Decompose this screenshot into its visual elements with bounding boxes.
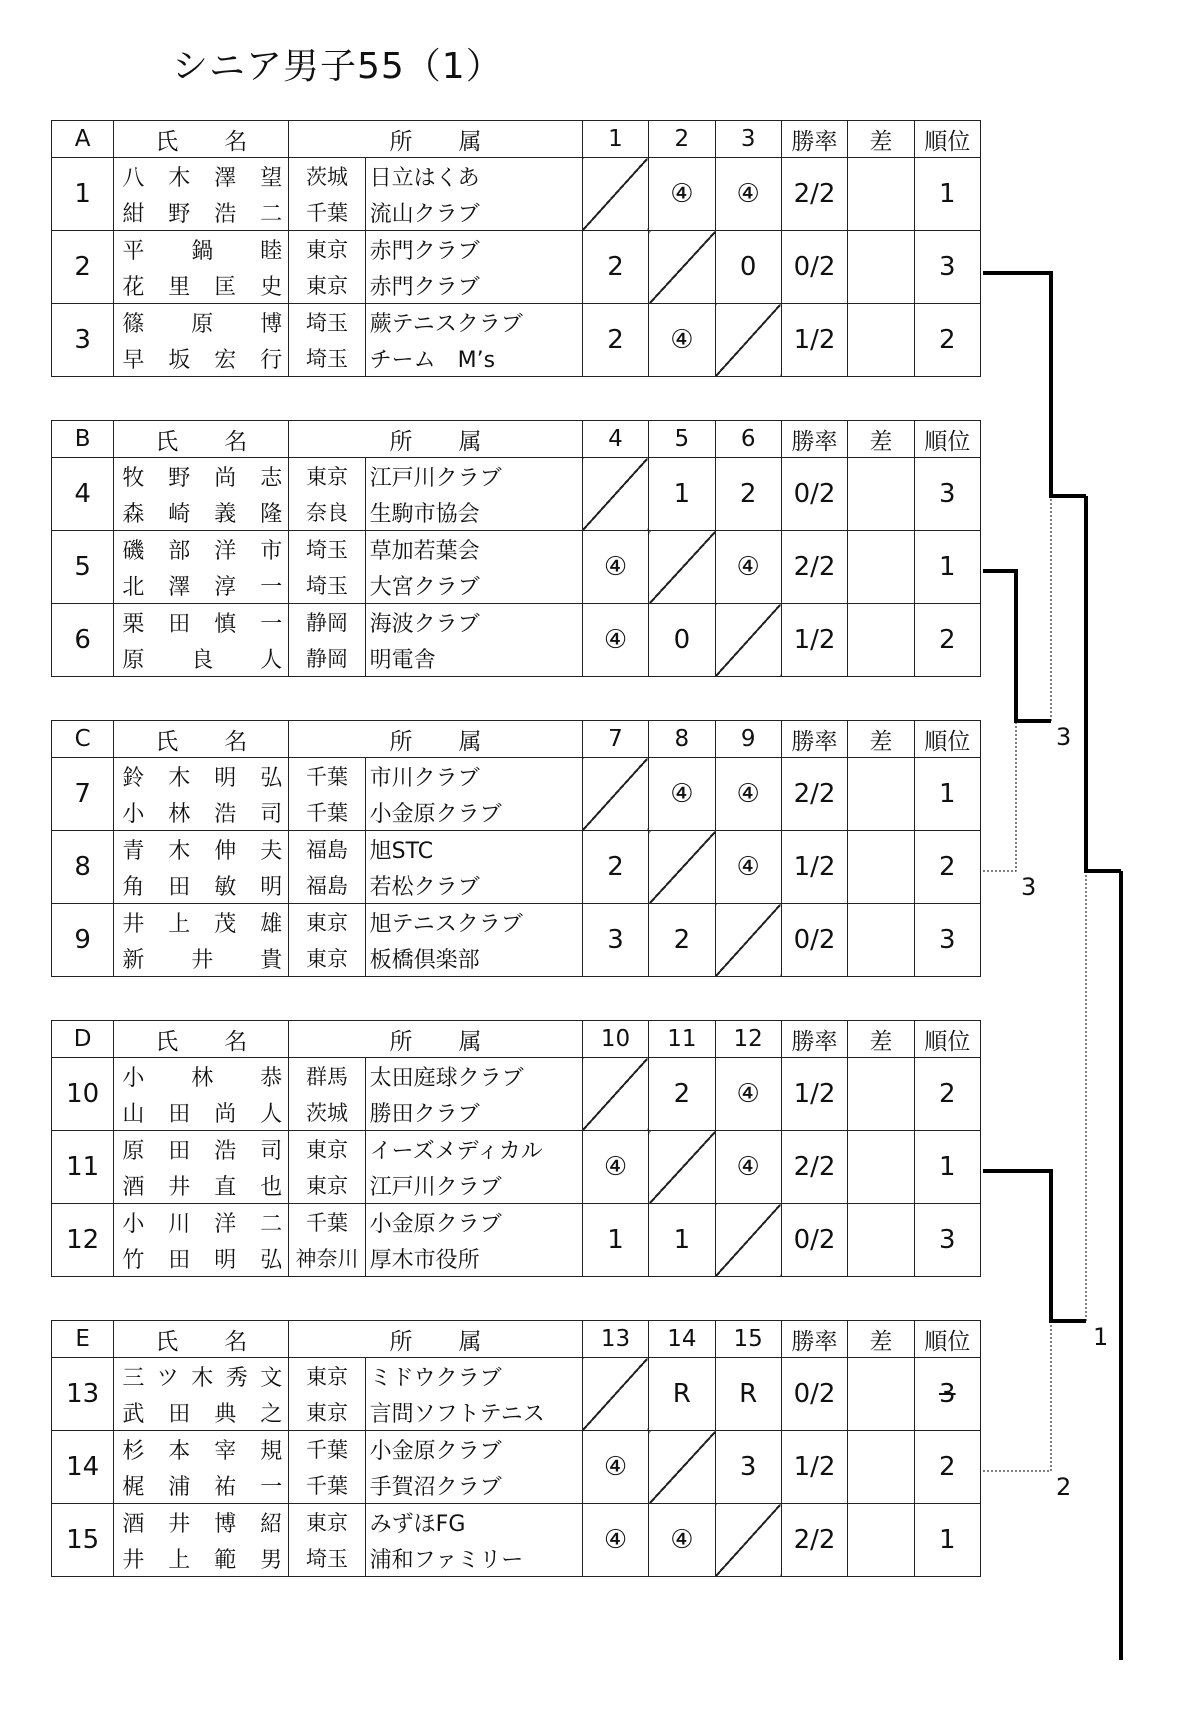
win-rate: 2/2 <box>781 158 847 231</box>
player-name: 平鍋睦 <box>114 231 289 268</box>
player-name: 栗田慎一 <box>114 604 289 641</box>
player-club: 明電舎 <box>365 640 582 677</box>
player-number: 2 <box>52 231 114 304</box>
self-match-cell <box>715 904 781 977</box>
header-diff: 差 <box>848 721 914 758</box>
self-match-cell <box>649 831 715 904</box>
player-name: 梶浦祐一 <box>114 1467 289 1504</box>
player-prefecture: 東京 <box>289 1358 365 1395</box>
match-score: 1 <box>582 1204 648 1277</box>
table-row <box>52 458 981 495</box>
rank-value: 1 <box>914 158 980 231</box>
bracket-line-b <box>983 571 1051 721</box>
header-col: 14 <box>649 1321 715 1358</box>
player-prefecture: 福島 <box>289 867 365 904</box>
header-win-rate: 勝率 <box>781 1021 847 1058</box>
header-rank: 順位 <box>914 721 980 758</box>
header-win-rate: 勝率 <box>781 721 847 758</box>
self-match-cell <box>582 158 648 231</box>
player-club: 赤門クラブ <box>365 231 582 268</box>
player-number: 5 <box>52 531 114 604</box>
player-name: 篠原博 <box>114 304 289 341</box>
table-row <box>52 1131 981 1168</box>
win-rate: 1/2 <box>781 1058 847 1131</box>
group-letter: A <box>52 121 114 158</box>
header-col: 11 <box>649 1021 715 1058</box>
player-number: 10 <box>52 1058 114 1131</box>
rank-value: 2 <box>914 604 980 677</box>
bracket-line-ab <box>1086 496 1121 871</box>
match-score: 2 <box>649 904 715 977</box>
player-club: 江戸川クラブ <box>365 458 582 495</box>
match-score: ④ <box>649 304 715 377</box>
group-table <box>51 420 981 677</box>
rank-value: 1 <box>914 1504 980 1577</box>
player-name: 鈴木明弘 <box>114 758 289 795</box>
diff-value <box>848 604 914 677</box>
match-score: 2 <box>715 458 781 531</box>
player-name: 原良人 <box>114 640 289 677</box>
group-table <box>51 720 981 977</box>
player-prefecture: 東京 <box>289 904 365 941</box>
player-club: ミドウクラブ <box>365 1358 582 1395</box>
player-club: 旭テニスクラブ <box>365 904 582 941</box>
player-name: 杉本宰規 <box>114 1431 289 1468</box>
player-number: 9 <box>52 904 114 977</box>
match-score: ④ <box>582 1431 648 1504</box>
player-prefecture: 静岡 <box>289 604 365 641</box>
self-match-cell <box>582 758 648 831</box>
match-score: ④ <box>715 758 781 831</box>
diff-value <box>848 904 914 977</box>
player-prefecture: 群馬 <box>289 1058 365 1095</box>
match-score: 3 <box>715 1431 781 1504</box>
win-rate: 0/2 <box>781 231 847 304</box>
rank-value: 3 <box>914 904 980 977</box>
rank-value: 3 <box>914 1204 980 1277</box>
group-letter: B <box>52 421 114 458</box>
header-name: 氏 名 <box>114 421 289 458</box>
rank-value: 1 <box>914 531 980 604</box>
match-score: 2 <box>582 831 648 904</box>
player-club: 大宮クラブ <box>365 567 582 604</box>
header-affiliation: 所 属 <box>289 121 583 158</box>
diff-value <box>848 231 914 304</box>
header-win-rate: 勝率 <box>781 121 847 158</box>
match-score: ④ <box>715 831 781 904</box>
player-number: 8 <box>52 831 114 904</box>
player-club: 海波クラブ <box>365 604 582 641</box>
header-diff: 差 <box>848 421 914 458</box>
rank-value: 2 <box>914 1431 980 1504</box>
player-club: 草加若葉会 <box>365 531 582 568</box>
header-col: 5 <box>649 421 715 458</box>
match-score: 2 <box>649 1058 715 1131</box>
player-prefecture: 茨城 <box>289 158 365 195</box>
diff-value <box>848 531 914 604</box>
player-prefecture: 東京 <box>289 231 365 268</box>
diff-value <box>848 758 914 831</box>
player-club: 板橋倶楽部 <box>365 940 582 977</box>
player-club: 旭STC <box>365 831 582 868</box>
player-number: 1 <box>52 158 114 231</box>
header-col: 15 <box>715 1321 781 1358</box>
player-name: 山田尚人 <box>114 1094 289 1131</box>
header-col: 13 <box>582 1321 648 1358</box>
match-score: ④ <box>649 758 715 831</box>
diff-value <box>848 158 914 231</box>
player-number: 4 <box>52 458 114 531</box>
win-rate: 0/2 <box>781 458 847 531</box>
header-rank: 順位 <box>914 1321 980 1358</box>
match-score: ④ <box>582 1131 648 1204</box>
player-name: 八木澤望 <box>114 158 289 195</box>
self-match-cell <box>649 531 715 604</box>
player-name: 武田典之 <box>114 1394 289 1431</box>
header-affiliation: 所 属 <box>289 421 583 458</box>
player-prefecture: 千葉 <box>289 1204 365 1241</box>
match-score: ④ <box>715 158 781 231</box>
header-diff: 差 <box>848 121 914 158</box>
self-match-cell <box>649 1431 715 1504</box>
table-row <box>52 1358 981 1395</box>
group-table <box>51 1020 981 1277</box>
rank-value: 1 <box>914 1131 980 1204</box>
player-prefecture: 茨城 <box>289 1094 365 1131</box>
table-row <box>52 1504 981 1541</box>
player-club: 手賀沼クラブ <box>365 1467 582 1504</box>
rank-value: 2 <box>914 304 980 377</box>
group-table <box>51 1320 981 1577</box>
player-name: 小林恭 <box>114 1058 289 1095</box>
bracket-score: 3 <box>1021 873 1037 901</box>
player-club: 蕨テニスクラブ <box>365 304 582 341</box>
header-col: 7 <box>582 721 648 758</box>
player-name: 小川洋二 <box>114 1204 289 1241</box>
player-name: 三ツ木秀文 <box>114 1358 289 1395</box>
diff-value <box>848 1204 914 1277</box>
header-name: 氏 名 <box>114 721 289 758</box>
win-rate: 1/2 <box>781 1431 847 1504</box>
player-club: 赤門クラブ <box>365 267 582 304</box>
match-score: 0 <box>649 604 715 677</box>
bracket-score: 3 <box>1056 723 1072 751</box>
diff-value <box>848 1358 914 1431</box>
player-prefecture: 埼玉 <box>289 567 365 604</box>
bracket-line-a <box>983 273 1086 496</box>
self-match-cell <box>582 1358 648 1431</box>
self-match-cell <box>715 1204 781 1277</box>
win-rate: 0/2 <box>781 1358 847 1431</box>
table-row <box>52 758 981 795</box>
self-match-cell <box>582 1058 648 1131</box>
diff-value <box>848 1431 914 1504</box>
rank-value: 3 <box>914 458 980 531</box>
player-name: 磯部洋市 <box>114 531 289 568</box>
header-rank: 順位 <box>914 421 980 458</box>
player-prefecture: 埼玉 <box>289 340 365 377</box>
diff-value <box>848 458 914 531</box>
match-score: 1 <box>649 1204 715 1277</box>
group-table <box>51 120 981 377</box>
player-prefecture: 埼玉 <box>289 531 365 568</box>
player-club: 言問ソフトテニス <box>365 1394 582 1431</box>
header-affiliation: 所 属 <box>289 721 583 758</box>
table-row <box>52 1431 981 1468</box>
header-affiliation: 所 属 <box>289 1321 583 1358</box>
diff-value <box>848 831 914 904</box>
rank-value: 1 <box>914 758 980 831</box>
bracket-line-c-dotted <box>983 721 1016 871</box>
match-score: ④ <box>715 1131 781 1204</box>
player-prefecture: 千葉 <box>289 758 365 795</box>
win-rate: 2/2 <box>781 531 847 604</box>
diff-value <box>848 1131 914 1204</box>
player-prefecture: 静岡 <box>289 640 365 677</box>
player-number: 13 <box>52 1358 114 1431</box>
header-diff: 差 <box>848 1021 914 1058</box>
header-win-rate: 勝率 <box>781 421 847 458</box>
win-rate: 2/2 <box>781 758 847 831</box>
match-score: R <box>649 1358 715 1431</box>
win-rate: 1/2 <box>781 831 847 904</box>
player-club: 小金原クラブ <box>365 794 582 831</box>
rank-value: 3 <box>914 231 980 304</box>
match-score: ④ <box>649 1504 715 1577</box>
match-score: ④ <box>715 531 781 604</box>
rank-value: 2 <box>914 831 980 904</box>
player-club: 浦和ファミリー <box>365 1540 582 1577</box>
diff-value <box>848 304 914 377</box>
player-club: 江戸川クラブ <box>365 1167 582 1204</box>
player-club: 若松クラブ <box>365 867 582 904</box>
bracket-line-d <box>983 1171 1086 1321</box>
player-name: 北澤淳一 <box>114 567 289 604</box>
player-name: 紺野浩二 <box>114 194 289 231</box>
table-row <box>52 1058 981 1095</box>
player-prefecture: 千葉 <box>289 1467 365 1504</box>
player-club: 生駒市協会 <box>365 494 582 531</box>
header-win-rate: 勝率 <box>781 1321 847 1358</box>
bracket-score: 2 <box>1056 1473 1072 1501</box>
player-prefecture: 東京 <box>289 1504 365 1541</box>
match-score: ④ <box>582 604 648 677</box>
rank-value: 2 <box>914 1058 980 1131</box>
header-col: 4 <box>582 421 648 458</box>
match-score: ④ <box>649 158 715 231</box>
player-name: 酒井博紹 <box>114 1504 289 1541</box>
header-affiliation: 所 属 <box>289 1021 583 1058</box>
header-diff: 差 <box>848 1321 914 1358</box>
player-prefecture: 東京 <box>289 458 365 495</box>
player-name: 角田敏明 <box>114 867 289 904</box>
table-row <box>52 531 981 568</box>
player-prefecture: 千葉 <box>289 194 365 231</box>
header-col: 1 <box>582 121 648 158</box>
table-row <box>52 304 981 341</box>
match-score: 3 <box>582 904 648 977</box>
header-col: 6 <box>715 421 781 458</box>
player-club: 太田庭球クラブ <box>365 1058 582 1095</box>
player-name: 井上範男 <box>114 1540 289 1577</box>
player-number: 7 <box>52 758 114 831</box>
header-col: 8 <box>649 721 715 758</box>
player-club: 流山クラブ <box>365 194 582 231</box>
header-col: 9 <box>715 721 781 758</box>
page-title: シニア男子55（1） <box>172 46 503 87</box>
player-name: 井上茂雄 <box>114 904 289 941</box>
player-prefecture: 奈良 <box>289 494 365 531</box>
header-col: 10 <box>582 1021 648 1058</box>
match-score: 2 <box>582 304 648 377</box>
header-name: 氏 名 <box>114 1021 289 1058</box>
bracket-line-e-dotted <box>983 1321 1051 1471</box>
header-col: 3 <box>715 121 781 158</box>
diff-value <box>848 1058 914 1131</box>
win-rate: 2/2 <box>781 1131 847 1204</box>
table-row <box>52 158 981 195</box>
match-score: ④ <box>715 1058 781 1131</box>
win-rate: 2/2 <box>781 1504 847 1577</box>
player-prefecture: 埼玉 <box>289 304 365 341</box>
self-match-cell <box>582 458 648 531</box>
player-club: みずほFG <box>365 1504 582 1541</box>
player-name: 酒井直也 <box>114 1167 289 1204</box>
match-score: 1 <box>649 458 715 531</box>
win-rate: 1/2 <box>781 604 847 677</box>
match-score: ④ <box>582 531 648 604</box>
header-col: 12 <box>715 1021 781 1058</box>
self-match-cell <box>715 1504 781 1577</box>
self-match-cell <box>649 1131 715 1204</box>
player-club: チーム M’s <box>365 340 582 377</box>
player-prefecture: 福島 <box>289 831 365 868</box>
player-prefecture: 東京 <box>289 1131 365 1168</box>
self-match-cell <box>715 604 781 677</box>
player-prefecture: 東京 <box>289 940 365 977</box>
player-number: 3 <box>52 304 114 377</box>
header-name: 氏 名 <box>114 121 289 158</box>
player-number: 14 <box>52 1431 114 1504</box>
win-rate: 1/2 <box>781 304 847 377</box>
win-rate: 0/2 <box>781 1204 847 1277</box>
player-name: 森崎義隆 <box>114 494 289 531</box>
table-row <box>52 831 981 868</box>
player-club: 勝田クラブ <box>365 1094 582 1131</box>
player-prefecture: 東京 <box>289 1167 365 1204</box>
match-score: 0 <box>715 231 781 304</box>
player-club: 市川クラブ <box>365 758 582 795</box>
group-letter: E <box>52 1321 114 1358</box>
group-letter: D <box>52 1021 114 1058</box>
player-name: 竹田明弘 <box>114 1240 289 1277</box>
player-name: 新井貴 <box>114 940 289 977</box>
header-rank: 順位 <box>914 1021 980 1058</box>
player-club: 小金原クラブ <box>365 1204 582 1241</box>
player-prefecture: 埼玉 <box>289 1540 365 1577</box>
player-prefecture: 千葉 <box>289 794 365 831</box>
header-name: 氏 名 <box>114 1321 289 1358</box>
player-name: 牧野尚志 <box>114 458 289 495</box>
group-letter: C <box>52 721 114 758</box>
player-name: 早坂宏行 <box>114 340 289 377</box>
player-prefecture: 東京 <box>289 1394 365 1431</box>
header-rank: 順位 <box>914 121 980 158</box>
table-row <box>52 1204 981 1241</box>
bracket-score: 1 <box>1093 1323 1109 1351</box>
win-rate: 0/2 <box>781 904 847 977</box>
diff-value <box>848 1504 914 1577</box>
player-name: 小林浩司 <box>114 794 289 831</box>
rank-value: 3 <box>914 1358 980 1431</box>
player-number: 6 <box>52 604 114 677</box>
player-prefecture: 千葉 <box>289 1431 365 1468</box>
player-number: 12 <box>52 1204 114 1277</box>
player-name: 花里匡史 <box>114 267 289 304</box>
table-row <box>52 604 981 641</box>
player-club: イーズメディカル <box>365 1131 582 1168</box>
table-row <box>52 231 981 268</box>
player-prefecture: 神奈川 <box>289 1240 365 1277</box>
player-club: 小金原クラブ <box>365 1431 582 1468</box>
match-score: ④ <box>582 1504 648 1577</box>
self-match-cell <box>715 304 781 377</box>
player-number: 15 <box>52 1504 114 1577</box>
header-col: 2 <box>649 121 715 158</box>
player-name: 原田浩司 <box>114 1131 289 1168</box>
match-score: R <box>715 1358 781 1431</box>
table-row <box>52 904 981 941</box>
self-match-cell <box>649 231 715 304</box>
player-number: 11 <box>52 1131 114 1204</box>
player-prefecture: 東京 <box>289 267 365 304</box>
player-club: 厚木市役所 <box>365 1240 582 1277</box>
match-score: 2 <box>582 231 648 304</box>
player-club: 日立はくあ <box>365 158 582 195</box>
player-name: 青木伸夫 <box>114 831 289 868</box>
